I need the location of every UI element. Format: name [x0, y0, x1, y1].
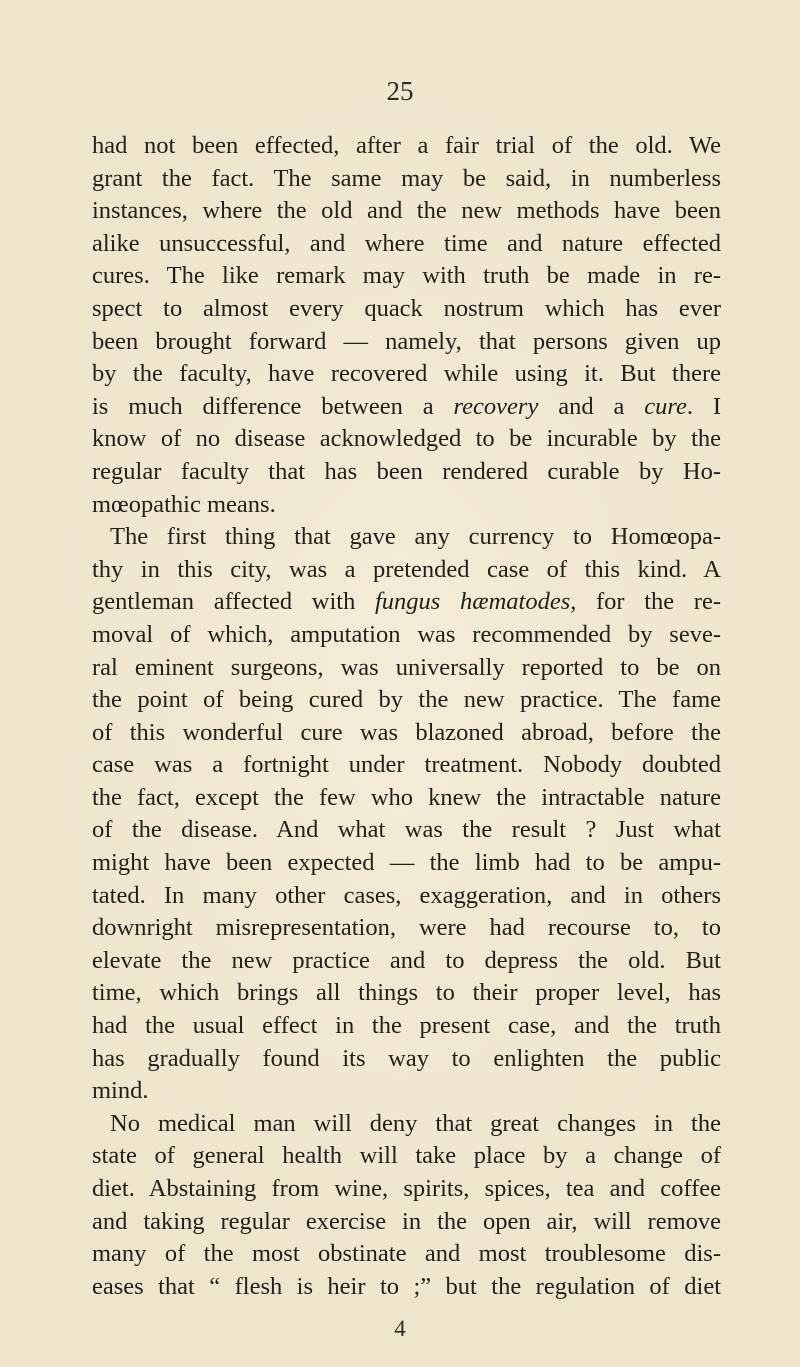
text-line: downright misrepresentation, were had recourse to, to [92, 914, 721, 942]
text-line: case was a fortnight under treatment. Nobody doubted [92, 751, 721, 779]
text-line: instances, where the old and the new methods have been [92, 197, 721, 225]
text-line: No medical man will deny that great changes in the [110, 1109, 721, 1137]
text-line: might have been expected — the limb had to be ampu- [92, 849, 721, 877]
text-line: had not been effected, after a fair trial of the old. We [92, 132, 721, 159]
text-line: The first thing that gave any currency to Homœopa- [110, 523, 721, 551]
text-line: time, which brings all things to their proper level, has [92, 979, 721, 1007]
text-line: the fact, except the few who knew the intractable nature [92, 783, 721, 811]
text-line: regular faculty that has been rendered curable by Ho- [92, 457, 721, 485]
text-line: diet. Abstaining from wine, spirits, spices, tea and coffee [92, 1175, 721, 1202]
text-line: is much difference between a recovery and a cure. I [92, 392, 722, 420]
text-line: been brought forward — namely, that persons given up [92, 327, 721, 355]
text-line: thy in this city, was a pretended case of this kind. A [92, 555, 721, 583]
text-line: ral eminent surgeons, was universally reported to be on [92, 653, 721, 681]
paragraph [92, 521, 721, 1108]
page-number: 25 [386, 76, 414, 106]
text-line: mœopathic means. [92, 490, 276, 518]
text-line: elevate the new practice and to depress the old. But [92, 946, 721, 974]
text-line: the point of being cured by the new practice. The fame [92, 686, 721, 714]
text-line: many of the most obstinate and most troublesome dis- [92, 1240, 721, 1268]
text-line: had the usual effect in the present case, and the truth [92, 1012, 721, 1040]
text-line: know of no disease acknowledged to be incurable by the [92, 425, 721, 453]
body-text [92, 130, 721, 1303]
text-line: mind. [92, 1077, 149, 1105]
text-line: and taking regular exercise in the open air, will remove [92, 1207, 721, 1235]
paragraph [92, 130, 721, 521]
text-line: of the disease. And what was the result ? Just what [92, 816, 721, 844]
text-line: gentleman affected with fungus hæmatodes, for the re- [92, 588, 721, 616]
text-line: spect to almost every quack nostrum which has ever [92, 294, 721, 322]
text-line: has gradually found its way to enlighten the public [92, 1044, 721, 1072]
paragraph [92, 1108, 721, 1304]
text-line: alike unsuccessful, and where time and nature effected [92, 229, 721, 257]
text-line: of this wonderful cure was blazoned abroad, before the [92, 718, 721, 746]
text-line: moval of which, amputation was recommended by seve- [92, 620, 721, 648]
text-line: by the faculty, have recovered while using it. But there [92, 360, 721, 388]
text-line: cures. The like remark may with truth be made in re- [92, 262, 721, 290]
text-line: eases that “ flesh is heir to ;” but the regulation of diet [92, 1272, 721, 1300]
text-line: state of general health will take place by a change of [92, 1142, 721, 1170]
text-line: tated. In many other cases, exaggeration, and in others [92, 881, 721, 909]
signature-mark: 4 [394, 1316, 406, 1341]
text-line: grant the fact. The same may be said, in numberless [92, 164, 721, 192]
